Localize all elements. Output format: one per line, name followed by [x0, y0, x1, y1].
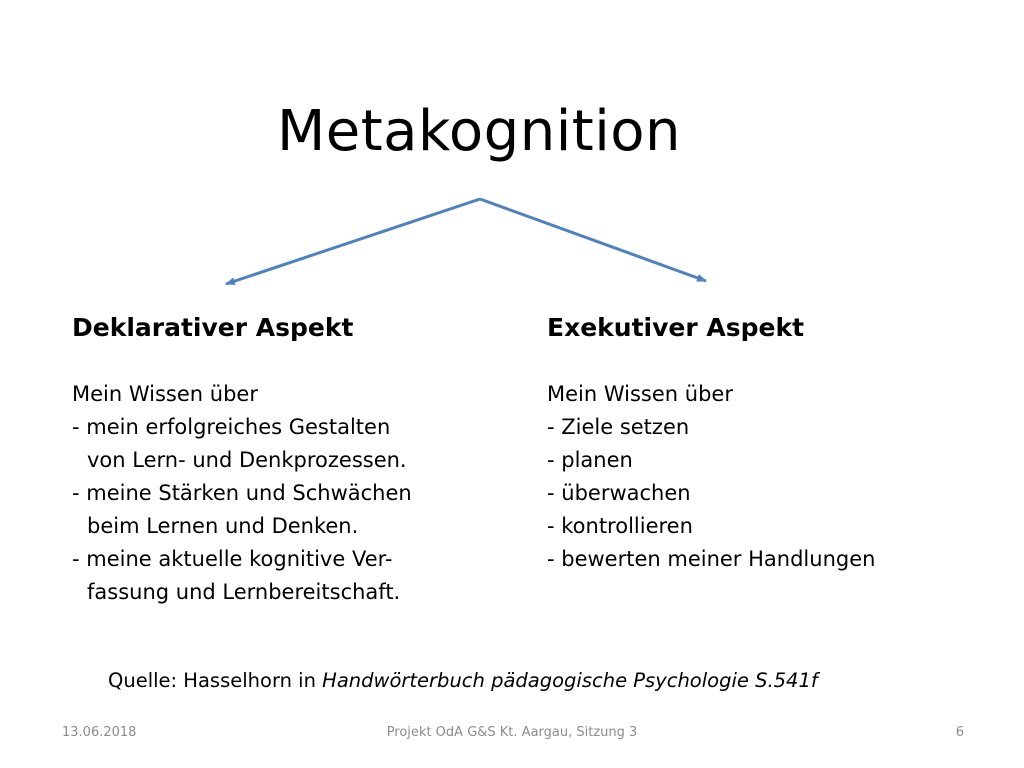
executive-item: - planen	[547, 448, 633, 472]
executive-item: - bewerten meiner Handlungen	[547, 547, 876, 571]
declarative-item	[72, 543, 512, 609]
source-citation	[108, 666, 818, 696]
declarative-column	[72, 310, 512, 609]
declarative-item-continuation: von Lern- und Denkprozessen.	[87, 448, 407, 472]
declarative-item	[72, 411, 512, 477]
executive-heading: Exekutiver Aspekt	[547, 313, 805, 342]
executive-item: - überwachen	[547, 481, 691, 505]
executive-intro: Mein Wissen über	[547, 382, 733, 406]
slide-title: Metakognition	[276, 99, 682, 164]
source-work-title: Handwörterbuch pädagogische Psychologie S.541f	[322, 669, 818, 692]
declarative-intro: Mein Wissen über	[72, 382, 258, 406]
declarative-heading: Deklarativer Aspekt	[72, 313, 354, 342]
declarative-item-continuation: beim Lernen und Denken.	[87, 514, 359, 538]
footer-project: Projekt OdA G&S Kt. Aargau, Sitzung 3	[386, 725, 638, 740]
declarative-item-line: - meine aktuelle kognitive Ver-	[72, 547, 393, 571]
declarative-item-continuation: fassung und Lernbereitschaft.	[87, 580, 401, 604]
declarative-item-line: - meine Stärken und Schwächen	[72, 481, 412, 505]
declarative-item-line: - mein erfolgreiches Gestalten	[72, 415, 391, 439]
declarative-item	[72, 477, 512, 543]
executive-item: - Ziele setzen	[547, 415, 690, 439]
executive-item: - kontrollieren	[547, 514, 693, 538]
slide-number: 6	[955, 725, 964, 740]
source-prefix: Quelle: Hasselhorn in	[108, 669, 323, 692]
executive-column	[547, 310, 967, 576]
arrow-left	[226, 199, 480, 284]
footer-date: 13.06.2018	[62, 725, 137, 740]
arrow-right	[480, 199, 706, 281]
